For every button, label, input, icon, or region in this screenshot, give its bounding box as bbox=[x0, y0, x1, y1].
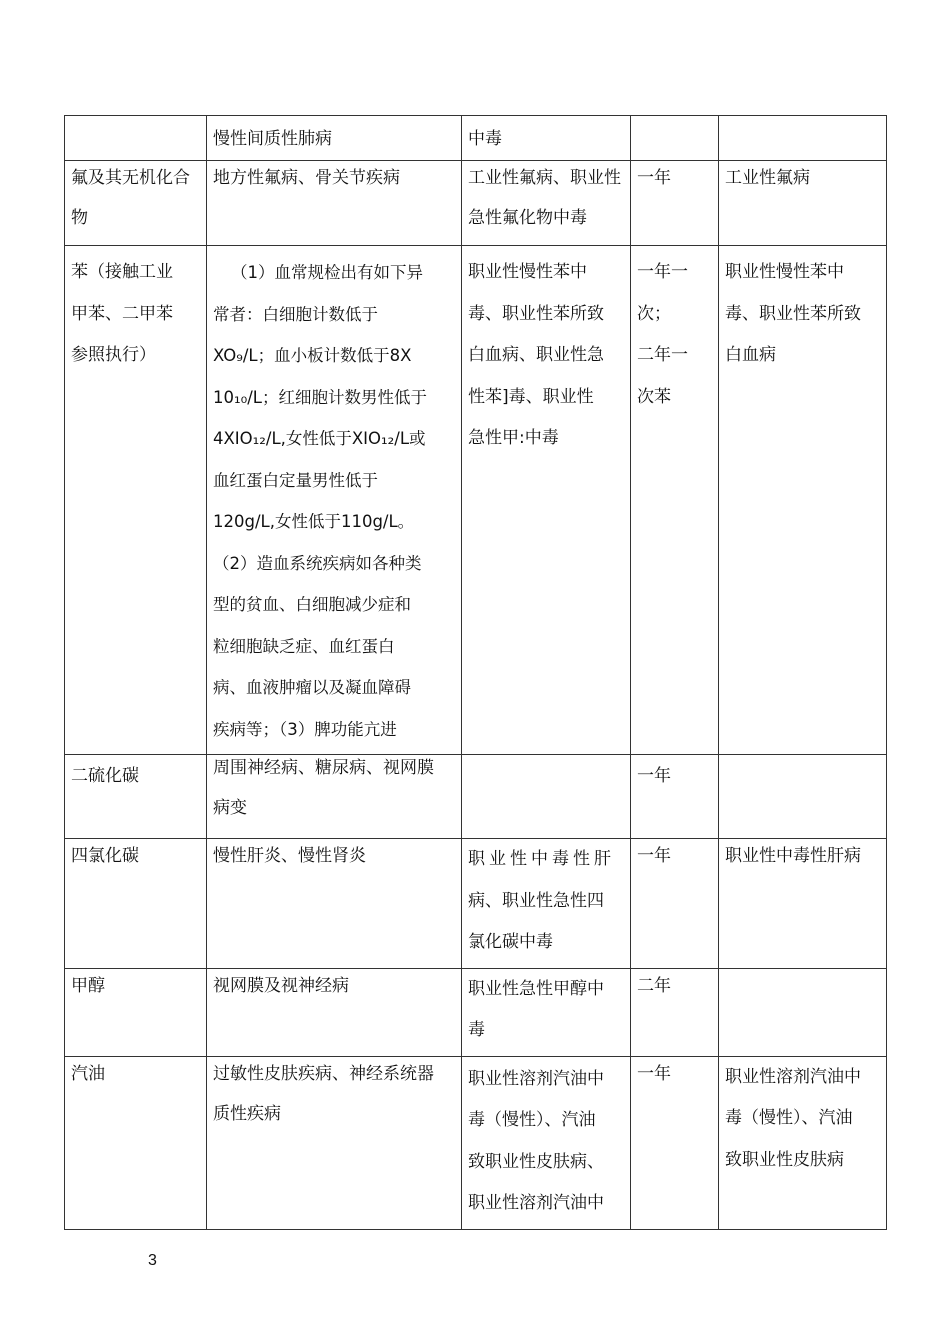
occupational-hazard-table bbox=[64, 115, 887, 1230]
cycle-cell: 一年一 次； 二年一 次苯 bbox=[631, 246, 719, 755]
cycle-cell: 一年 bbox=[631, 161, 719, 246]
disease-cell: 职业性急性甲醇中 毒 bbox=[462, 968, 631, 1056]
table-row bbox=[65, 1056, 887, 1229]
target-cell bbox=[719, 968, 887, 1056]
contraindication-cell: 周围神经病、糖尿病、视网膜 病变 bbox=[207, 755, 462, 839]
cycle-cell bbox=[631, 116, 719, 161]
substance-cell: 四氯化碳 bbox=[65, 839, 207, 969]
contraindication-cell: 过敏性皮肤疾病、神经系统器 质性疾病 bbox=[207, 1056, 462, 1229]
disease-cell: 职业性慢性苯中 毒、职业性苯所致 白血病、职业性急 性苯]毒、职业性 急性甲:中毒 bbox=[462, 246, 631, 755]
substance-cell: 汽油 bbox=[65, 1056, 207, 1229]
substance-cell bbox=[65, 116, 207, 161]
target-cell: 职业性溶剂汽油中 毒（慢性）、汽油 致职业性皮肤病 bbox=[719, 1056, 887, 1229]
disease-cell: 职业性溶剂汽油中 毒（慢性）、汽油 致职业性皮肤病、 职业性溶剂汽油中 bbox=[462, 1056, 631, 1229]
contraindication-cell: 慢性间质性肺病 bbox=[207, 116, 462, 161]
disease-cell: 中毒 bbox=[462, 116, 631, 161]
substance-cell: 甲醇 bbox=[65, 968, 207, 1056]
substance-cell: 氟及其无机化合 物 bbox=[65, 161, 207, 246]
table-row bbox=[65, 116, 887, 161]
target-cell: 职业性慢性苯中 毒、职业性苯所致 白血病 bbox=[719, 246, 887, 755]
cycle-cell: 一年 bbox=[631, 755, 719, 839]
target-cell bbox=[719, 116, 887, 161]
target-cell bbox=[719, 755, 887, 839]
target-cell: 职业性中毒性肝病 bbox=[719, 839, 887, 969]
substance-cell: 苯（接触工业 甲苯、二甲苯 参照执行） bbox=[65, 246, 207, 755]
disease-cell bbox=[462, 755, 631, 839]
table-row bbox=[65, 755, 887, 839]
cycle-cell: 二年 bbox=[631, 968, 719, 1056]
cycle-cell: 一年 bbox=[631, 1056, 719, 1229]
disease-cell: 职业性中毒性肝 病、职业性急性四 氯化碳中毒 bbox=[462, 839, 631, 969]
contraindication-cell: （1）血常规检出有如下异 常者：白细胞计数低于 XO₉/L；血小板计数低于8X 10₁₀/L；红细胞计数男性低于 4XIO₁₂/L,女性低于XIO₁₂/L或 血红蛋白定量男性低于 120g/L,女性低于110g/L。 （2）造血系统疾病如各种类 型的贫血、白细胞减少症和 粒细胞缺乏症、血红蛋白 病、血液肿瘤以及凝血障碍 疾病等；（3）脾功能亢进 bbox=[207, 246, 462, 755]
table-row bbox=[65, 246, 887, 755]
table-row bbox=[65, 839, 887, 969]
target-cell: 工业性氟病 bbox=[719, 161, 887, 246]
contraindication-cell: 地方性氟病、骨关节疾病 bbox=[207, 161, 462, 246]
contraindication-cell: 视网膜及视神经病 bbox=[207, 968, 462, 1056]
table-row bbox=[65, 161, 887, 246]
substance-cell: 二硫化碳 bbox=[65, 755, 207, 839]
contraindication-cell: 慢性肝炎、慢性肾炎 bbox=[207, 839, 462, 969]
page-number: 3 bbox=[148, 1252, 157, 1269]
disease-cell: 工业性氟病、职业性 急性氟化物中毒 bbox=[462, 161, 631, 246]
table-row bbox=[65, 968, 887, 1056]
cycle-cell: 一年 bbox=[631, 839, 719, 969]
